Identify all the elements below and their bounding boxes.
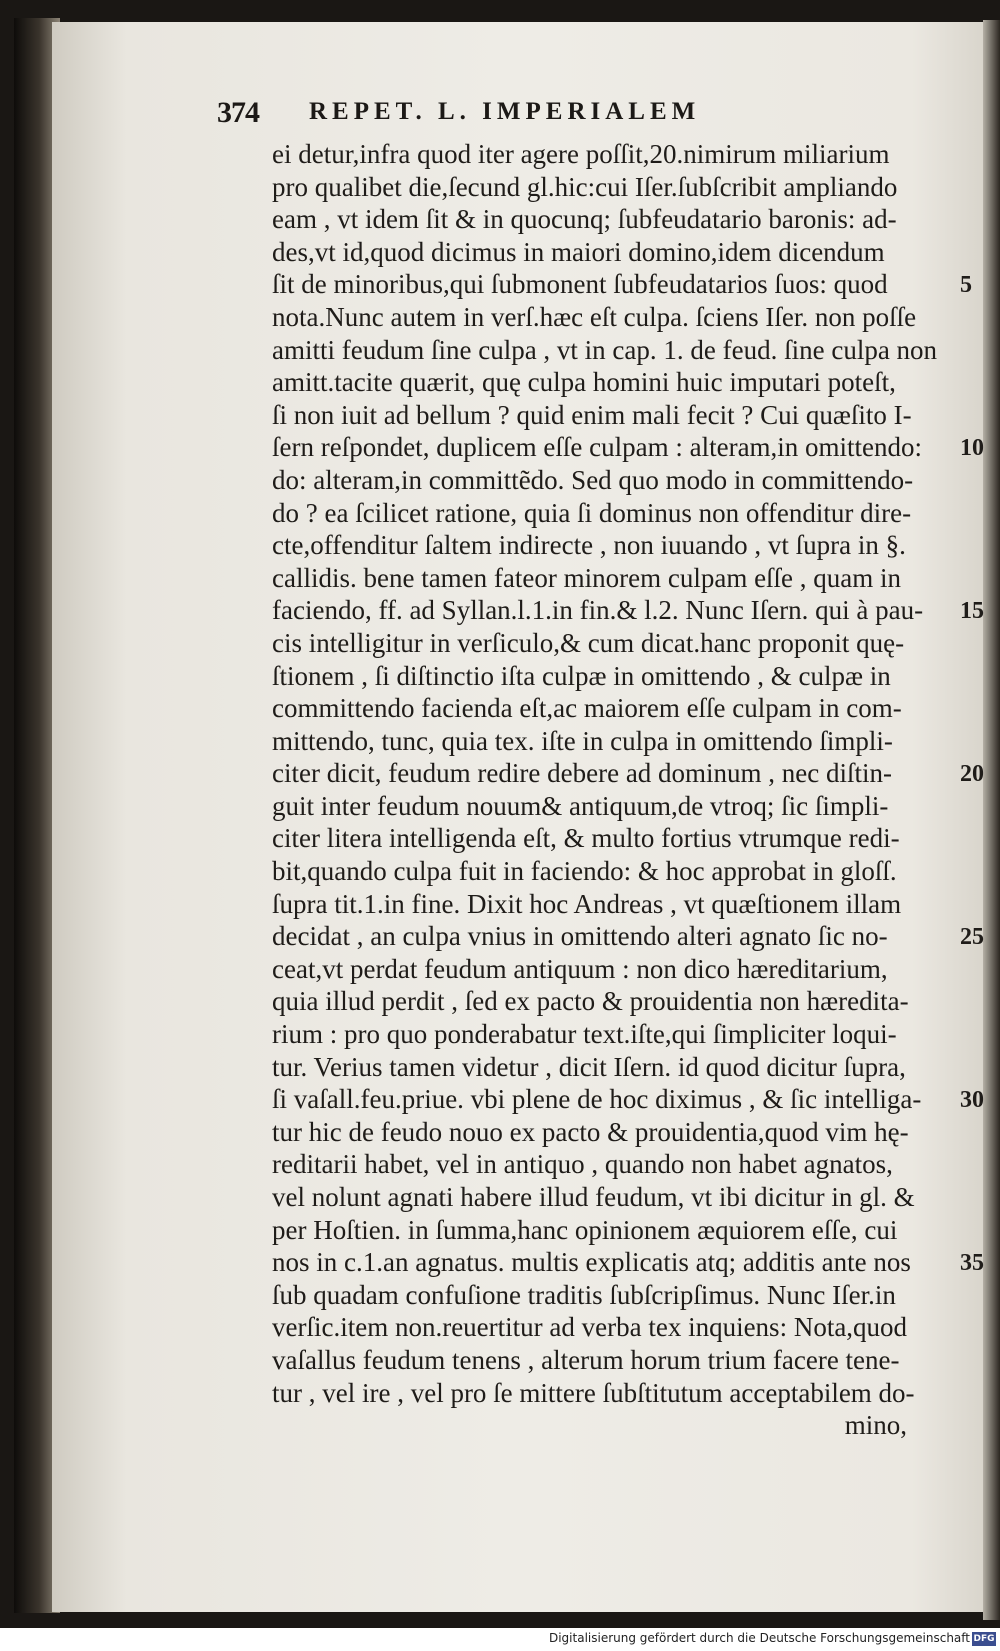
text-line: ſit de minoribus,qui ſubmonent ſubfeudatarios ſuos: quod xyxy=(272,269,888,300)
text-line: per Hoſtien. in ſumma,hanc opinionem æquiorem eſſe, cui xyxy=(272,1214,898,1245)
text-line: vaſallus feudum tenens , alterum horum trium facere tene- xyxy=(272,1344,900,1375)
text-line: ſtionem , ſi diſtinctio iſta culpæ in omittendo , & culpæ in xyxy=(272,660,891,691)
text-line: pro qualibet die,ſecund gl.hic:cui Iſer.ſubſcribit ampliando xyxy=(272,171,898,202)
text-line: tur hic de feudo nouo ex pacto & prouidentia,quod vim hę- xyxy=(272,1116,909,1147)
text-line: vel nolunt agnati habere illud feudum, vt ibi dicitur in gl. & xyxy=(272,1182,915,1212)
main-text-block xyxy=(272,138,962,1442)
page-header xyxy=(217,96,817,136)
text-line: ſi non iuit ad bellum ? quid enim mali fecit ? Cui quæſito I- xyxy=(272,399,912,430)
text-line: verſic.item non.reuertitur ad verba tex inquiens: Nota,quod xyxy=(272,1312,908,1343)
text-line: citer litera intelligenda eſt, & multo fortius vtrumque redi- xyxy=(272,823,900,854)
text-line: cis intelligitur in verſiculo,& cum dicat.hanc proponit quę- xyxy=(272,627,905,658)
text-line: guit inter feudum nouum& antiquum,de vtroq; ſic ſimpli- xyxy=(272,790,889,821)
text-line: mittendo, tunc, quia tex. iſte in culpa in omittendo ſimpli- xyxy=(272,725,893,756)
text-line: do: alteram,in committẽdo. Sed quo modo in committendo- xyxy=(272,464,914,495)
text-line: ceat,vt perdat feudum antiquum : non dico hæreditarium, xyxy=(272,953,888,984)
text-line: callidis. bene tamen fateor minorem culpam eſſe , quam in xyxy=(272,562,902,593)
text-line: rium : pro quo ponderabatur text.iſte,qui ſimpliciter loqui- xyxy=(272,1019,897,1050)
page-number: 374 xyxy=(217,96,259,129)
text-line: committendo facienda eſt,ac maiorem eſſe culpam in com- xyxy=(272,693,902,724)
text-line: do ? ea ſcilicet ratione, quia ſi dominus non offenditur dire- xyxy=(272,497,912,528)
text-line: quia illud perdit , ſed ex pacto & prouidentia non hæredita- xyxy=(272,986,909,1017)
margin-line-number: 30 xyxy=(960,1087,984,1114)
text-line: faciendo, ff. ad Syllan.l.1.in fin.& l.2. Nunc Iſern. qui à pau- xyxy=(272,595,924,626)
running-title: REPET. L. IMPERIALEM xyxy=(309,98,701,125)
margin-line-number: 5 xyxy=(960,272,972,299)
dfg-logo: DFG xyxy=(973,1634,995,1644)
text-line: decidat , an culpa vnius in omittendo alteri agnato ſic no- xyxy=(272,921,888,952)
text-line: citer dicit, feudum redire debere ad dominum , nec diſtin- xyxy=(272,758,893,789)
margin-line-number: 20 xyxy=(960,761,984,788)
text-line: ſupra tit.1.in fine. Dixit hoc Andreas , vt quæſtionem illam xyxy=(272,888,902,919)
text-line: ſub quadam confuſione traditis ſubſcripſimus. Nunc Iſer.in xyxy=(272,1279,896,1310)
footer-credit: Digitalisierung gefördert durch die Deutsche Forschungsgemeinschaft xyxy=(548,1631,970,1645)
page-right-edge xyxy=(983,20,1000,1620)
text-line: mino, xyxy=(844,1410,907,1441)
margin-line-number: 35 xyxy=(960,1250,984,1277)
margin-line-number: 15 xyxy=(960,598,984,625)
text-line: ei detur,infra quod iter agere poſſit,20.nimirum miliarium xyxy=(272,139,890,169)
text-line: tur , vel ire , vel pro ſe mittere ſubſtitutum acceptabilem do- xyxy=(272,1377,915,1408)
text-line: reditarii habet, vel in antiquo , quando non habet agnatos, xyxy=(272,1149,893,1180)
text-line: ſi vaſall.feu.priue. vbi plene de hoc diximus , & ſic intelliga- xyxy=(272,1084,922,1115)
text-line: cte,offenditur ſaltem indirecte , non iuuando , vt ſupra in §. xyxy=(272,530,906,561)
text-line: des,vt id,quod dicimus in maiori domino,idem dicendum xyxy=(272,236,885,267)
text-line: bit,quando culpa fuit in faciendo: & hoc approbat in gloſſ. xyxy=(272,856,897,887)
text-line: nos in c.1.an agnatus. multis explicatis atq; additis ante nos xyxy=(272,1247,911,1278)
text-line: eam , vt idem ſit & in quocunq; ſubfeudatario baronis: ad- xyxy=(272,204,897,235)
margin-line-number: 25 xyxy=(960,924,984,951)
footer-bar xyxy=(0,1628,1000,1651)
text-line: amitti feudum ſine culpa , vt in cap. 1. de feud. ſine culpa non xyxy=(272,334,938,365)
text-line: amitt.tacite quærit, quę culpa homini huic imputari poteſt, xyxy=(272,367,896,398)
text-line: tur. Verius tamen videtur , dicit Iſern. id quod dicitur ſupra, xyxy=(272,1051,906,1082)
margin-line-number: 10 xyxy=(960,435,984,462)
text-line: ſern reſpondet, duplicem eſſe culpam : alteram,in omittendo: xyxy=(272,432,923,463)
text-line: nota.Nunc autem in verſ.hæc eſt culpa. ſciens Iſer. non poſſe xyxy=(272,301,917,332)
